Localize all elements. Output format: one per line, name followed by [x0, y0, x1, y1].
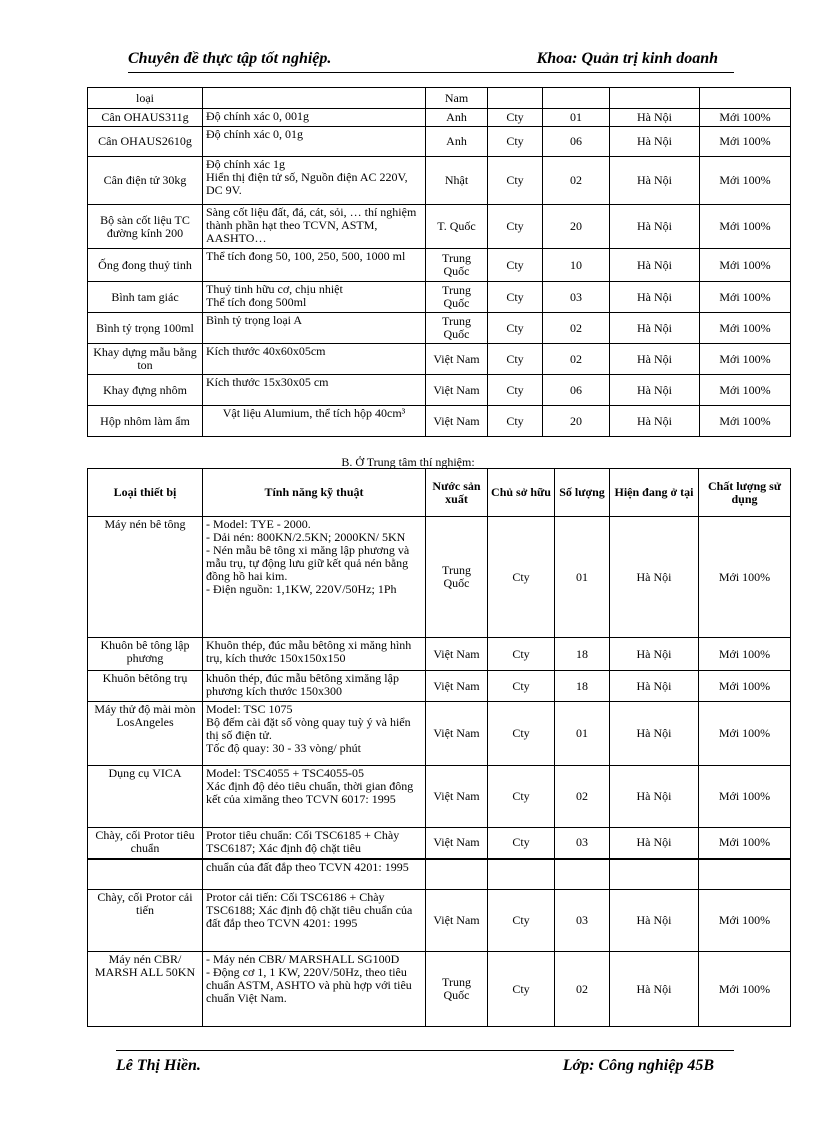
- table-cell: Chày, cối Protor tiêu chuẩn: [88, 828, 203, 859]
- table-cell: Sàng cốt liệu đất, đá, cát, sỏi, … thí nghiệm thành phần hạt theo TCVN, ASTM, AASHTO…: [203, 205, 426, 249]
- table-row: [88, 157, 791, 205]
- table-cell: Mới 100%: [699, 702, 791, 766]
- table-cell: Cty: [488, 638, 555, 671]
- table-cell: Mới 100%: [700, 406, 791, 437]
- table-cell: Cty: [488, 205, 543, 249]
- table-cell: Hộp nhôm làm ẩm: [88, 406, 203, 437]
- table-cell: Mới 100%: [700, 344, 791, 375]
- table-cell: Hà Nội: [610, 766, 699, 828]
- table-cell: Độ chính xác 0, 01g: [203, 127, 426, 157]
- col-header: Nước sản xuất: [426, 469, 488, 517]
- page-header: [128, 48, 734, 73]
- table-cell: Nam: [426, 88, 488, 109]
- table-cell: Độ chính xác 1g Hiển thị điện tử số, Nguồn điện AC 220V, DC 9V.: [203, 157, 426, 205]
- col-header: Tính năng kỹ thuật: [203, 469, 426, 517]
- table-cell: Hà Nội: [610, 249, 700, 282]
- table-cell: Hà Nội: [610, 828, 699, 859]
- table-cell: 06: [543, 127, 610, 157]
- table-cell: Mới 100%: [700, 282, 791, 313]
- table-cell: Cty: [488, 313, 543, 344]
- table-cell: Mới 100%: [699, 517, 791, 638]
- table-cell: Nhật: [426, 157, 488, 205]
- table-cell: Vật liệu Alumium, thể tích hộp 40cm³: [203, 406, 426, 437]
- table-cell: 01: [555, 517, 610, 638]
- table-row: [88, 671, 791, 702]
- table-cell: Trung Quốc: [426, 952, 488, 1027]
- table-cell: Mới 100%: [700, 375, 791, 406]
- table-row: [88, 88, 791, 109]
- table-cell: Hà Nội: [610, 952, 699, 1027]
- table-cell: - Model: TYE - 2000. - Dải nén: 800KN/2.5KN; 2000KN/ 5KN - Nén mẫu bê tông xi măng lập phương và mẫu trụ, tự động lưu giữ kết quả nén bằng đồng hồ hai kim. - Điện nguồn: 1,1KW, 220V/50Hz; 1Ph: [203, 517, 426, 638]
- table-cell: - Máy nén CBR/ MARSHALL SG100D - Động cơ 1, 1 KW, 220V/50Hz, theo tiêu chuẩn ASTM, ASHTO và phù hợp với tiêu chuẩn Việt Nam.: [203, 952, 426, 1027]
- table-cell: [543, 88, 610, 109]
- table-cell: Hà Nội: [610, 313, 700, 344]
- table-row: [88, 205, 791, 249]
- table-cell: Mới 100%: [699, 890, 791, 952]
- table-cell: [88, 859, 203, 890]
- table-cell: Cty: [488, 406, 543, 437]
- table-cell: Protor cải tiến: Cối TSC6186 + Chày TSC6188; Xác định độ chặt tiêu chuẩn của đất đắp theo TCVN 4201: 1995: [203, 890, 426, 952]
- equipment-table-b: [87, 468, 791, 1027]
- table-cell: Cty: [488, 828, 555, 859]
- table-cell: chuẩn của đất đắp theo TCVN 4201: 1995: [203, 859, 426, 890]
- table-cell: Ống đong thuỷ tinh: [88, 249, 203, 282]
- table-cell: Hà Nội: [610, 205, 700, 249]
- table-cell: Model: TSC4055 + TSC4055-05 Xác định độ dẻo tiêu chuẩn, thời gian đông kết của ximăng theo TCVN 6017: 1995: [203, 766, 426, 828]
- table-cell: Hà Nội: [610, 282, 700, 313]
- table-cell: Việt Nam: [426, 406, 488, 437]
- table-cell: Hà Nội: [610, 406, 700, 437]
- table-cell: Cty: [488, 952, 555, 1027]
- table-cell: 03: [555, 890, 610, 952]
- table-cell: Khay đựng nhôm: [88, 375, 203, 406]
- table-cell: Hà Nội: [610, 671, 699, 702]
- table-cell: 01: [555, 702, 610, 766]
- table-cell: Việt Nam: [426, 890, 488, 952]
- table-row: [88, 766, 791, 828]
- table-cell: Cty: [488, 282, 543, 313]
- table-cell: [488, 859, 555, 890]
- table-cell: Hà Nội: [610, 375, 700, 406]
- table-cell: Cân điện tử 30kg: [88, 157, 203, 205]
- table-cell: Cty: [488, 517, 555, 638]
- table-cell: Hà Nội: [610, 344, 700, 375]
- table-cell: Mới 100%: [699, 766, 791, 828]
- table-cell: Khay dựng mẫu bằng ton: [88, 344, 203, 375]
- table-cell: 20: [543, 205, 610, 249]
- table-cell: [555, 859, 610, 890]
- footer-class: Lớp: Công nghiệp 45B: [562, 1057, 714, 1074]
- table-cell: Cty: [488, 109, 543, 127]
- col-header: Số lượng: [555, 469, 610, 517]
- table-cell: Hà Nội: [610, 517, 699, 638]
- table-cell: Chày, cối Protor cải tiến: [88, 890, 203, 952]
- table-cell: Mới 100%: [700, 313, 791, 344]
- table-row: [88, 282, 791, 313]
- table-cell: 02: [543, 344, 610, 375]
- header-title: Chuyên đề thực tập tốt nghiệp.: [128, 50, 332, 67]
- table-row: [88, 638, 791, 671]
- section-b-caption: B. Ở Trung tâm thí nghiệm:: [341, 455, 475, 469]
- table-cell: Việt Nam: [426, 702, 488, 766]
- table-row: [88, 952, 791, 1027]
- table-cell: Việt Nam: [426, 828, 488, 859]
- table-cell: Việt Nam: [426, 375, 488, 406]
- table-row: [88, 313, 791, 344]
- table-cell: [700, 88, 791, 109]
- col-header: Chất lượng sử dụng: [699, 469, 791, 517]
- table-cell: 02: [555, 766, 610, 828]
- table-cell: Mới 100%: [700, 205, 791, 249]
- table-cell: Mới 100%: [699, 828, 791, 859]
- table-row: [88, 702, 791, 766]
- table-cell: Độ chính xác 0, 001g: [203, 109, 426, 127]
- table-cell: Cty: [488, 890, 555, 952]
- table-cell: Máy thử độ mài mòn LosAngeles: [88, 702, 203, 766]
- table-cell: 02: [543, 157, 610, 205]
- table-cell: Cty: [488, 671, 555, 702]
- table-cell: Khuôn bêtông trụ: [88, 671, 203, 702]
- table-cell: Kích thước 15x30x05 cm: [203, 375, 426, 406]
- table-cell: Dụng cụ VICA: [88, 766, 203, 828]
- table-row: [88, 890, 791, 952]
- table-cell: 02: [543, 313, 610, 344]
- table-cell: [488, 88, 543, 109]
- table-cell: Khuôn bê tông lập phương: [88, 638, 203, 671]
- table-cell: 02: [555, 952, 610, 1027]
- table-cell: Cty: [488, 249, 543, 282]
- table-cell: Việt Nam: [426, 671, 488, 702]
- table-cell: Hà Nội: [610, 109, 700, 127]
- table-cell: loại: [88, 88, 203, 109]
- table-cell: Hà Nội: [610, 702, 699, 766]
- table-cell: [203, 88, 426, 109]
- table-cell: [610, 859, 699, 890]
- table-cell: Khuôn thép, đúc mẫu bêtông xi măng hình trụ, kích thước 150x150x150: [203, 638, 426, 671]
- table-cell: Mới 100%: [699, 638, 791, 671]
- table-cell: Việt Nam: [426, 638, 488, 671]
- table-cell: Máy nén CBR/ MARSH ALL 50KN: [88, 952, 203, 1027]
- table-row: [88, 859, 791, 890]
- table-cell: Máy nén bê tông: [88, 517, 203, 638]
- table-cell: Cty: [488, 375, 543, 406]
- table-cell: Hà Nội: [610, 638, 699, 671]
- header-department: Khoa: Quản trị kinh doanh: [536, 50, 718, 67]
- table-cell: T. Quốc: [426, 205, 488, 249]
- table-cell: Mới 100%: [699, 952, 791, 1027]
- table-cell: Trung Quốc: [426, 282, 488, 313]
- table-cell: Bộ sàn cốt liệu TC đường kính 200: [88, 205, 203, 249]
- table-row: [88, 344, 791, 375]
- equipment-table-a: [87, 87, 791, 437]
- table-cell: Mới 100%: [700, 249, 791, 282]
- table-cell: Cân OHAUS311g: [88, 109, 203, 127]
- table-cell: Cty: [488, 702, 555, 766]
- table-cell: Anh: [426, 127, 488, 157]
- table-cell: Thuỷ tinh hữu cơ, chịu nhiệt Thể tích đong 500ml: [203, 282, 426, 313]
- table-cell: Hà Nội: [610, 127, 700, 157]
- table-cell: Trung Quốc: [426, 249, 488, 282]
- table-row: [88, 249, 791, 282]
- table-cell: Cty: [488, 127, 543, 157]
- table-cell: Mới 100%: [700, 127, 791, 157]
- table-cell: Việt Nam: [426, 766, 488, 828]
- table-cell: Bình tỷ trọng 100ml: [88, 313, 203, 344]
- table-cell: Cty: [488, 157, 543, 205]
- table-cell: 18: [555, 671, 610, 702]
- table-row: [88, 109, 791, 127]
- table-cell: 03: [555, 828, 610, 859]
- table-cell: 18: [555, 638, 610, 671]
- table-cell: Bình tỷ trọng loại A: [203, 313, 426, 344]
- table-row: [88, 127, 791, 157]
- table-cell: Trung Quốc: [426, 517, 488, 638]
- table-cell: khuôn thép, đúc mẫu bêtông ximăng lập phương kích thước 150x300: [203, 671, 426, 702]
- col-header: Loại thiết bị: [88, 469, 203, 517]
- table-cell: 03: [543, 282, 610, 313]
- table-cell: Anh: [426, 109, 488, 127]
- table-cell: Bình tam giác: [88, 282, 203, 313]
- table-cell: 06: [543, 375, 610, 406]
- table-cell: Cân OHAUS2610g: [88, 127, 203, 157]
- table-cell: [699, 859, 791, 890]
- table-row: [88, 375, 791, 406]
- table-cell: 01: [543, 109, 610, 127]
- table-cell: Mới 100%: [700, 109, 791, 127]
- table-row: [88, 406, 791, 437]
- table-row: [88, 517, 791, 638]
- table-cell: Trung Quốc: [426, 313, 488, 344]
- table-cell: Việt Nam: [426, 344, 488, 375]
- table-header-row: [88, 469, 791, 517]
- table-cell: Thể tích đong 50, 100, 250, 500, 1000 ml: [203, 249, 426, 282]
- table-cell: Protor tiêu chuẩn: Cối TSC6185 + Chày TSC6187; Xác định độ chặt tiêu: [203, 828, 426, 859]
- table-cell: Mới 100%: [700, 157, 791, 205]
- table-row: [88, 828, 791, 859]
- page-footer: [116, 1050, 734, 1081]
- col-header: Chủ sở hữu: [488, 469, 555, 517]
- table-cell: Cty: [488, 344, 543, 375]
- table-cell: 10: [543, 249, 610, 282]
- table-cell: [426, 859, 488, 890]
- table-cell: Kích thước 40x60x05cm: [203, 344, 426, 375]
- table-cell: Cty: [488, 766, 555, 828]
- table-cell: Model: TSC 1075 Bộ đếm cài đặt số vòng quay tuỳ ý và hiển thị số điện tử. Tốc độ quay: 30 - 33 vòng/ phút: [203, 702, 426, 766]
- table-cell: 20: [543, 406, 610, 437]
- footer-author: Lê Thị Hiền.: [116, 1057, 201, 1074]
- table-cell: Mới 100%: [699, 671, 791, 702]
- table-cell: Hà Nội: [610, 157, 700, 205]
- col-header: Hiện đang ở tại: [610, 469, 699, 517]
- table-cell: Hà Nội: [610, 890, 699, 952]
- table-cell: [610, 88, 700, 109]
